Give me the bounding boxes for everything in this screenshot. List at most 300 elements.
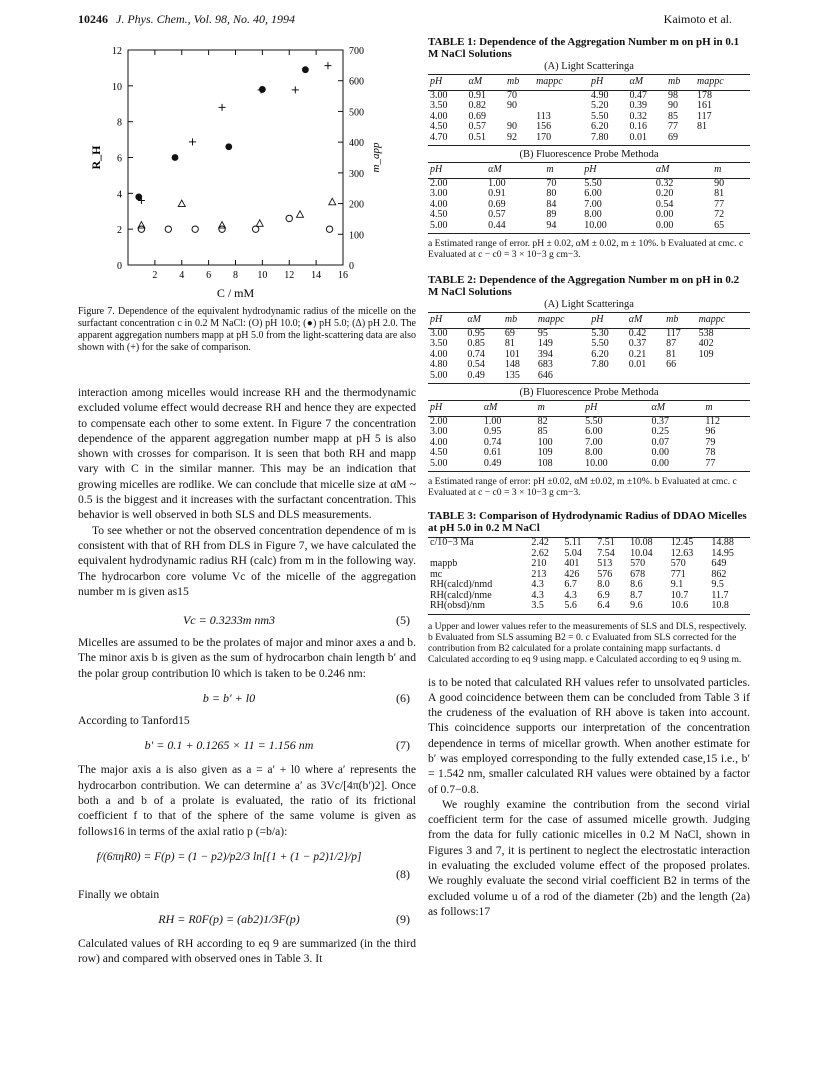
- table-cell: 100: [537, 436, 553, 448]
- column-header: mb: [505, 75, 534, 91]
- table-2-title: TABLE 2: Dependence of the Aggregation Number m on pH in 0.2 M NaCl Solutions: [428, 274, 740, 298]
- data-point-open-triangle: [297, 211, 304, 218]
- table-cell: 3.50: [430, 100, 448, 111]
- table-row: [428, 101, 750, 112]
- table-cell: 90: [507, 121, 517, 132]
- table-cell: 10.08: [630, 537, 653, 548]
- table-cell: 0.54: [467, 359, 485, 370]
- table-cell: 78: [705, 447, 716, 458]
- table-cell: 8.0: [597, 579, 610, 590]
- table-cell: 87: [666, 338, 677, 349]
- data-point-open-circle: [192, 226, 198, 232]
- table-cell: 4.00: [430, 436, 448, 448]
- table-row: [428, 122, 750, 133]
- table-cell: mc: [430, 568, 443, 580]
- y-tick-label: 8: [117, 117, 122, 129]
- table-cell: 6.9: [597, 589, 610, 601]
- table-cell: 0.91: [488, 188, 506, 199]
- table-cell: 394: [537, 348, 553, 360]
- equation-9: RH = R0F(p) = (ab2)1/3F(p) (9): [158, 912, 410, 927]
- table-cell: 10.00: [582, 221, 654, 234]
- y-axis-label: R_H: [89, 145, 103, 170]
- table-cell: 4.00: [430, 348, 448, 360]
- table-cell: 65: [712, 221, 750, 234]
- column-header: m: [703, 401, 750, 417]
- x-tick-label: 6: [206, 270, 212, 281]
- table-cell: 210: [531, 558, 547, 569]
- table-cell: 8.00: [585, 447, 603, 458]
- table-cell: 0.91: [468, 89, 486, 101]
- paragraph: To see whether or not the observed concentration dependence of m is consistent with that of RH from DLS in Figure 7, we have calculated the equivalent hydrodynamic radius RH (calc) from m in the following way. The hydrocarbon core volume Vc of the micelle of the aggregation number m is given as15: [78, 523, 416, 598]
- table-cell: 213: [531, 568, 547, 580]
- table-cell: 9.1: [670, 579, 684, 590]
- table-cell: 683: [537, 359, 553, 370]
- table-row: [428, 559, 750, 570]
- data-point-open-circle: [326, 226, 332, 232]
- table-cell: 10.7: [670, 589, 689, 601]
- table-cell: 4.50: [430, 447, 448, 458]
- column-header: αM: [627, 75, 666, 91]
- table-cell: 0.20: [655, 188, 674, 199]
- table-cell: 109: [537, 447, 553, 458]
- table-cell: 0.00: [651, 447, 669, 458]
- data-point-open-circle: [165, 226, 171, 232]
- paragraph: Finally we obtain: [78, 887, 160, 901]
- y2-tick-label: 100: [349, 230, 364, 242]
- table-1-subtitle-a: (A) Light Scatteringa: [544, 61, 634, 72]
- column-header: pH: [589, 75, 628, 91]
- column-header: pH: [428, 163, 486, 179]
- column-header: αM: [465, 313, 502, 329]
- table-1-subtitle-b: (B) Fluorescence Probe Methoda: [519, 149, 659, 160]
- table-cell: 6.20: [590, 121, 609, 132]
- table-cell: 3.00: [430, 188, 448, 199]
- equation-5: Vc = 0.3233m nm3 (5): [182, 613, 410, 628]
- y-tick-label: 12: [112, 46, 122, 57]
- table-cell: 5.30: [591, 327, 609, 339]
- data-point-open-circle: [286, 215, 292, 221]
- table-cell: 0.32: [655, 177, 674, 189]
- table-cell: 14.95: [711, 547, 734, 559]
- table-cell: 0.69: [468, 110, 486, 122]
- table-cell: 0.61: [483, 447, 502, 458]
- table-cell: 6.4: [595, 601, 628, 614]
- table-cell: 0.32: [629, 110, 647, 122]
- table-cell: 0.37: [651, 415, 669, 427]
- table-cell: 6.00: [584, 188, 602, 199]
- table-cell: 6.00: [585, 426, 603, 437]
- journal-citation: J. Phys. Chem., Vol. 98, No. 40, 1994: [116, 12, 295, 26]
- table-cell: 89: [546, 209, 557, 220]
- table-cell: 0.42: [628, 327, 647, 339]
- table-1a: [428, 74, 750, 146]
- table-cell: 402: [698, 338, 714, 349]
- table-cell: 82: [537, 415, 548, 427]
- y2-tick-label: 400: [349, 138, 364, 150]
- column-header: pH: [428, 313, 465, 329]
- table-cell: 81: [697, 121, 708, 132]
- data-point-open-triangle: [178, 200, 185, 207]
- table-cell: 3.50: [430, 338, 448, 349]
- column-header: pH: [583, 401, 649, 417]
- table-cell: 570: [670, 558, 686, 569]
- column-header: pH: [428, 75, 467, 91]
- table-cell: 161: [697, 100, 713, 111]
- y2-tick-label: 0: [349, 261, 354, 272]
- table-cell: 81: [504, 338, 515, 349]
- left-column-body: [78, 385, 416, 967]
- table-cell: 117: [666, 327, 681, 339]
- column-header: αM: [486, 163, 544, 179]
- table-cell: 10.6: [669, 601, 710, 614]
- y-tick-label: 0: [117, 261, 122, 272]
- y-tick-label: 10: [112, 81, 122, 93]
- table-cell: 426: [564, 568, 580, 580]
- table-row: [428, 427, 750, 438]
- equation-8: f/(6πηR0) = F(p) = (1 − p2)/p2/3 ln[{1 + (1 − p2)1/2}/p] (8): [96, 850, 410, 881]
- x-tick-label: 2: [152, 270, 158, 281]
- table-cell: 108: [536, 459, 584, 472]
- table-cell: 5.04: [564, 547, 582, 559]
- table-cell: 771: [670, 568, 686, 580]
- data-point-plus: [219, 104, 226, 111]
- column-header: αM: [482, 401, 536, 417]
- paragraph: interaction among micelles would increase RH and the thermodynamic excluded volume effect would decrease RH and hence they are expected to compensate each other to some extent. In Figure 7 the concentration dependence of the apparent aggregation number mapp at pH 5 is also shown with crosses for comparison. It is seen that both RH and mapp vary with C in the similar manner. This may be an indication that growing micelles are rodlike. We can conclude that micelle size at αM ~ 0.5 is the biggest and it increases with the surfactant concentration. This behavior is well observed in both SLS and DLS measurements.: [78, 386, 416, 522]
- column-header: αM: [650, 401, 704, 417]
- column-header: mappc: [697, 313, 750, 329]
- table-cell: 4.3: [531, 589, 544, 601]
- table-cell: 69: [666, 133, 695, 146]
- y2-tick-label: 600: [349, 76, 364, 88]
- column-header: mappc: [534, 75, 589, 91]
- column-header: mb: [666, 75, 695, 91]
- data-point-open-triangle: [329, 198, 336, 205]
- table-cell: 678: [630, 568, 646, 580]
- table-cell: 0.69: [488, 198, 506, 210]
- table-cell: RH(obsd)/nm: [428, 601, 529, 614]
- table-cell: 70: [507, 89, 517, 101]
- table-2-footnote: a Estimated range of error: pH ±0.02, αM ±0.02, m ±10%. b Evaluated at cmc. c Evaluated at c − c0 = 3 × 10−3 g cm−3.: [428, 476, 737, 498]
- equation-6: b = b′ + l0 (6): [202, 691, 410, 706]
- table-2-subtitle-a: (A) Light Scatteringa: [544, 299, 634, 310]
- table-cell: 1.00: [488, 177, 506, 189]
- table-cell: 7.80: [589, 133, 628, 146]
- table-cell: 109: [698, 348, 714, 360]
- column-header: pH: [589, 313, 626, 329]
- table-cell: 3.00: [430, 327, 448, 339]
- table-cell: 4.00: [430, 198, 448, 210]
- column-header: m: [536, 401, 584, 417]
- table-cell: 80: [546, 188, 557, 199]
- paragraph: The major axis a is also given as a = a′ + l0 where a′ represents the hydrocarbon contribution. We can determine a′ as 3Vc/[4π(b′)2]. Once both a and b of a prolate is evaluated, the ratio of its frictional coefficient f to that of the sphere of the same volume is given as follows16 in terms of the axial ratio p (=b/a):: [78, 763, 416, 838]
- table-cell: 8.00: [584, 209, 602, 220]
- table-row: [428, 360, 750, 371]
- table-cell: 0.54: [655, 198, 674, 210]
- table-cell: 77: [667, 121, 678, 132]
- paragraph: is to be noted that calculated RH values refer to unsolvated particles. A good coincidence between them can be concluded from Table 3 if the crudeness of the evaluation of RH above is taken into account. This coincidence supports our interpretation of the concentration dependence in terms of micellar growth. When another estimate for b′ was employed corresponding to the fully extended case,15 i.e., b′ = 1.542 nm, smaller calculated RH values were obtained by a factor of 0.7−0.8.: [428, 675, 750, 796]
- table-3-title: TABLE 3: Comparison of Hydrodynamic Radius of DDAO Micelles at pH 5.0 in 0.2 M NaCl: [428, 510, 747, 534]
- table-cell: 148: [504, 359, 520, 370]
- table-cell: 10.00: [583, 459, 649, 472]
- data-point-filled-circle: [259, 86, 266, 93]
- table-cell: 0.21: [628, 348, 647, 360]
- x-tick-label: 4: [179, 270, 185, 281]
- table-cell: 4.50: [430, 121, 448, 132]
- table-cell: 0.51: [467, 133, 506, 146]
- y-tick-label: 4: [117, 189, 122, 201]
- table-cell: 84: [546, 198, 557, 210]
- table-row: [428, 448, 750, 459]
- running-header-authors: Kaimoto et al.: [663, 12, 732, 26]
- table-row: [428, 189, 750, 200]
- y-tick-label: 2: [117, 225, 122, 237]
- y2-tick-label: 500: [349, 107, 364, 119]
- y2-tick-label: 200: [349, 199, 364, 211]
- table-cell: 2.62: [531, 547, 549, 559]
- table-cell: 0.82: [468, 100, 486, 111]
- table-cell: [697, 360, 750, 371]
- table-row: [428, 549, 750, 560]
- table-cell: 5.00: [428, 459, 482, 472]
- table-cell: 98: [667, 89, 678, 101]
- table-cell: 5.00: [428, 371, 465, 384]
- column-header: αM: [627, 313, 664, 329]
- table-cell: 5.11: [564, 537, 582, 548]
- table-cell: 5.50: [590, 110, 609, 122]
- table-cell: 0.00: [650, 459, 704, 472]
- table-cell: 69: [504, 327, 515, 339]
- column-header: αM: [467, 75, 506, 91]
- running-header-left: [78, 12, 295, 27]
- page-number: 10246: [78, 12, 108, 26]
- data-point-open-circle: [138, 226, 144, 232]
- table-cell: 4.70: [428, 133, 467, 146]
- table-cell: 5.6: [562, 601, 595, 614]
- table-cell: 0.95: [483, 426, 502, 437]
- table-cell: 10.8: [709, 601, 750, 614]
- table-cell: [627, 371, 664, 384]
- table-cell: 9.5: [711, 579, 724, 590]
- table-cell: 0.49: [465, 371, 502, 384]
- table-2b: [428, 400, 750, 472]
- table-3: [428, 537, 750, 615]
- column-header: m: [712, 163, 750, 179]
- data-point-plus: [292, 86, 299, 93]
- table-cell: 7.00: [584, 198, 602, 210]
- table-cell: 79: [705, 436, 716, 448]
- table-cell: 112: [705, 415, 720, 427]
- table-cell: [534, 90, 589, 101]
- table-cell: 4.80: [430, 359, 448, 370]
- table-cell: 4.50: [430, 209, 448, 220]
- plot-frame: [128, 50, 343, 265]
- table-cell: 4.00: [430, 110, 448, 122]
- table-cell: 2.00: [430, 177, 448, 189]
- data-point-plus: [189, 138, 196, 145]
- table-cell: 7.54: [597, 547, 615, 559]
- x-tick-label: 10: [257, 270, 268, 281]
- table-1-title: TABLE 1: Dependence of the Aggregation Number m on pH in 0.1 M NaCl Solutions: [428, 36, 740, 60]
- x-axis-label: C / mM: [216, 286, 255, 300]
- table-row: [428, 459, 750, 472]
- table-cell: 649: [711, 558, 727, 569]
- table-cell: 81: [714, 188, 725, 199]
- table-cell: 538: [698, 327, 714, 339]
- table-cell: 0.37: [628, 338, 647, 349]
- table-2a: [428, 312, 750, 384]
- data-point-open-circle: [219, 226, 225, 232]
- data-point-filled-circle: [172, 154, 179, 161]
- table-cell: 8.6: [630, 579, 643, 590]
- table-cell: 0.00: [655, 209, 674, 220]
- table-cell: 7.51: [597, 537, 615, 548]
- table-cell: 113: [536, 110, 551, 122]
- table-cell: 0.74: [467, 348, 485, 360]
- table-cell: [589, 371, 626, 384]
- table-cell: 156: [536, 121, 552, 132]
- table-cell: 3.00: [430, 89, 448, 101]
- table-cell: 3.00: [430, 426, 448, 437]
- table-row: [428, 601, 750, 614]
- table-cell: 90: [714, 177, 725, 189]
- table-cell: 5.00: [428, 221, 486, 234]
- table-cell: RH(calcd)/nme: [430, 589, 492, 601]
- table-cell: 70: [546, 177, 557, 189]
- table-cell: 11.7: [711, 589, 729, 601]
- table-cell: 135: [503, 371, 536, 384]
- table-cell: 7.00: [585, 436, 603, 448]
- table-cell: [534, 101, 589, 112]
- paragraph: Micelles are assumed to be the prolates of major and minor axes a and b. The minor axis b is given as the sum of hydrocarbon chain length b′ and the polar group contribution l0 which is taken to be 0.246 nm:: [78, 636, 416, 680]
- column-header: pH: [582, 163, 654, 179]
- table-cell: 1.00: [483, 415, 502, 427]
- table-row: [428, 538, 750, 549]
- table-cell: 0.49: [482, 459, 536, 472]
- x-tick-label: 12: [284, 270, 295, 281]
- table-cell: c/10−3 Ma: [430, 537, 474, 548]
- table-cell: 0.57: [488, 209, 506, 220]
- table-cell: 0.44: [486, 221, 544, 234]
- y2-tick-label: 300: [349, 168, 364, 180]
- table-1-footnote: a Estimated range of error. pH ± 0.02, αM ± 0.02, m ± 10%. b Evaluated at cmc. c Evaluated at c − c0 = 3 × 10−3 g cm−3.: [428, 238, 744, 260]
- table-3-footnote: a Upper and lower values refer to the measurements of SLS and DLS, respectively. b Evaluated from SLS assuming B2 = 0. c Evaluated from SLS corrected for the contribution from B2 calculated for a prolate containing mapp surfactants. d Calculated according to eq 9 using mapp. e Calculated according to eq 9 using m.: [428, 620, 747, 665]
- table-cell: 12.63: [670, 547, 694, 559]
- table-cell: 0.39: [629, 100, 647, 111]
- table-cell: 0.85: [467, 338, 485, 349]
- table-cell: 0.74: [483, 436, 502, 448]
- table-cell: 2.00: [430, 415, 448, 427]
- table-row: [428, 210, 750, 221]
- table-cell: 94: [544, 221, 582, 234]
- table-2-subtitle-b: (B) Fluorescence Probe Methoda: [519, 387, 659, 398]
- column-header: mappc: [536, 313, 589, 329]
- table-cell: [697, 371, 750, 384]
- table-cell: [664, 371, 696, 384]
- table-cell: 12.45: [670, 537, 694, 548]
- data-point-filled-circle: [225, 143, 232, 150]
- table-cell: [695, 133, 750, 146]
- table-cell: 149: [537, 338, 553, 349]
- table-cell: 96: [705, 426, 716, 437]
- table-cell: 77: [703, 459, 750, 472]
- table-cell: 101: [504, 348, 520, 360]
- table-cell: 6.7: [564, 579, 577, 590]
- table-cell: 5.50: [591, 338, 609, 349]
- table-cell: 170: [534, 133, 589, 146]
- table-cell: 4.90: [590, 89, 609, 101]
- paragraph: Calculated values of RH according to eq 9 are summarized (in the third row) and compared with observed ones in Table 3. It: [78, 937, 416, 966]
- data-point-open-circle: [252, 226, 258, 232]
- table-cell: 85: [537, 426, 548, 437]
- table-cell: 5.50: [584, 177, 602, 189]
- table-cell: 0.01: [627, 133, 666, 146]
- data-point-open-triangle: [256, 220, 263, 227]
- table-cell: 0.95: [467, 327, 485, 339]
- table-cell: 66: [666, 359, 677, 370]
- column-header: mb: [664, 313, 696, 329]
- table-cell: 72: [714, 209, 725, 220]
- table-cell: 646: [536, 371, 589, 384]
- figure-caption: Figure 7. Dependence of the equivalent hydrodynamic radius of the micelle on the surfactant concentration c in 0.2 M NaCl: (O) pH 10.0; (●) pH 5.0; (Δ) pH 2.0. The apparent aggregation numbers mapp at pH 5.0 from the light-scattering data are also shown with (+) for the sake of comparison.: [78, 306, 416, 353]
- data-point-plus: [324, 62, 331, 69]
- table-cell: 6.20: [591, 348, 609, 360]
- table-cell: 0.47: [629, 89, 647, 101]
- right-column: [428, 36, 750, 919]
- table-cell: 862: [711, 568, 727, 580]
- table-cell: 576: [597, 568, 613, 580]
- table-cell: 2.42: [531, 537, 549, 548]
- table-row: [428, 133, 750, 146]
- table-cell: 0.00: [654, 221, 712, 234]
- table-cell: 7.80: [591, 359, 609, 370]
- table-cell: 178: [697, 89, 713, 101]
- y-tick-label: 6: [117, 153, 122, 165]
- table-cell: 14.88: [711, 537, 734, 548]
- table-cell: mappb: [430, 558, 458, 569]
- equation-7: b′ = 0.1 + 0.1265 × 11 = 1.156 nm (7): [144, 738, 410, 753]
- table-cell: 0.25: [651, 426, 669, 437]
- figure-7-plot: [88, 40, 388, 305]
- x-tick-label: 14: [311, 270, 322, 281]
- table-cell: 90: [507, 100, 517, 111]
- y2-axis-label: m_app: [370, 142, 382, 173]
- table-1b: [428, 162, 750, 234]
- paragraph: According to Tanford15: [78, 714, 190, 728]
- table-cell: 5.20: [590, 100, 609, 111]
- table-cell: 77: [714, 198, 725, 210]
- table-cell: 513: [597, 558, 613, 569]
- table-cell: 0.01: [628, 359, 647, 370]
- table-row: [428, 371, 750, 384]
- column-header: αM: [654, 163, 712, 179]
- table-cell: 85: [667, 110, 678, 122]
- table-cell: RH(calcd)/nmd: [430, 579, 493, 590]
- table-cell: 570: [630, 558, 646, 569]
- x-tick-label: 8: [233, 270, 238, 281]
- y2-tick-label: 700: [349, 46, 364, 57]
- table-cell: 0.57: [468, 121, 486, 132]
- table-cell: 8.7: [630, 589, 643, 601]
- column-header: mb: [503, 313, 536, 329]
- table-cell: 95: [537, 327, 548, 339]
- table-row: [428, 339, 750, 350]
- table-cell: 401: [564, 558, 580, 569]
- table-cell: 4.3: [531, 579, 544, 590]
- column-header: m: [544, 163, 582, 179]
- table-cell: 9.6: [628, 601, 669, 614]
- table-row: [428, 221, 750, 234]
- table-cell: 10.04: [630, 547, 653, 559]
